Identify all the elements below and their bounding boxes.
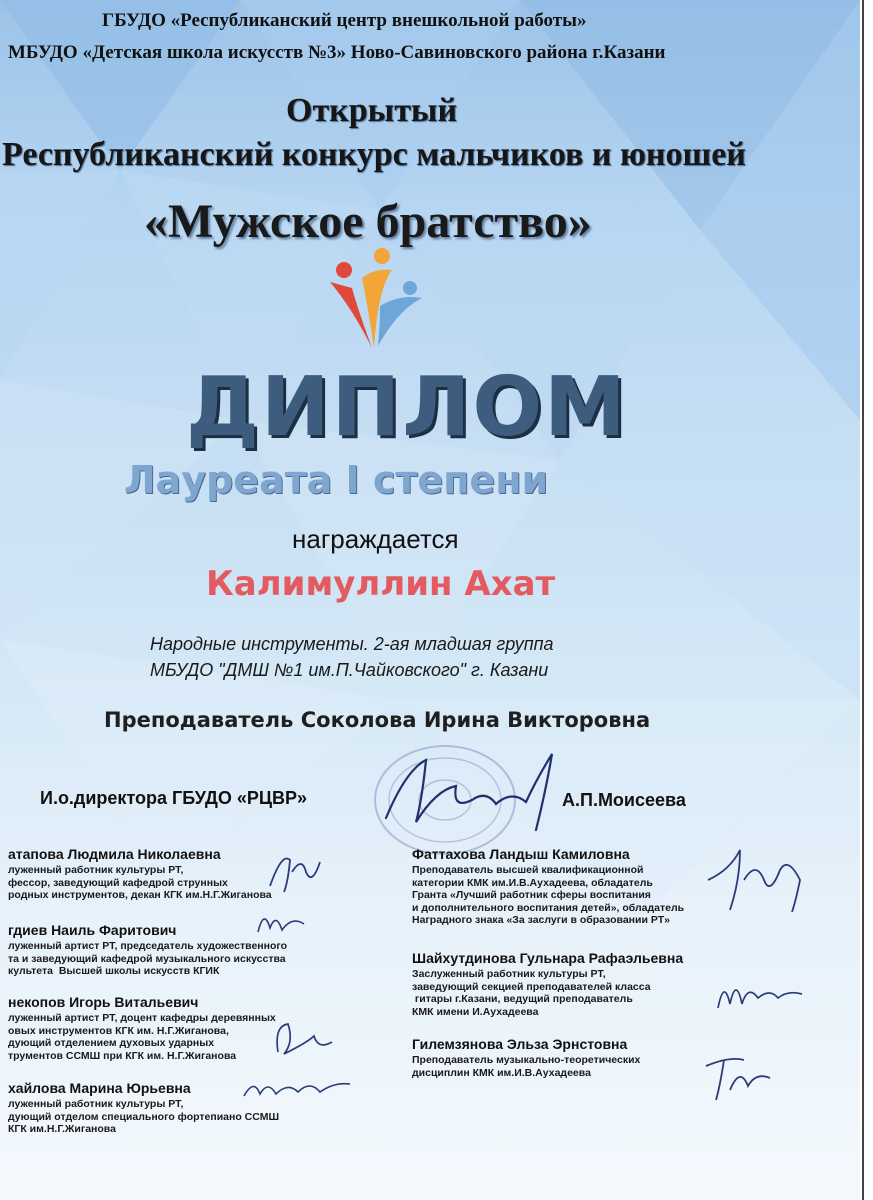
- jury-left-name-2: гдиев Наиль Фаритович: [8, 922, 177, 938]
- jury-left-desc-1: луженный работник культуры РТ, фессор, заведующий кафедрой струнных родных инструментов, декан КГК им.Н.Г.Жиганова: [8, 864, 272, 901]
- jury-left-desc-2: луженный артист РТ, председатель художественного та и заведующий кафедрой музыкального искусства культета Высшей школы искусств КГИК: [8, 940, 288, 977]
- jury-left-desc-4: луженный работник культуры РТ, дующий отделом специального фортепиано ССМШ КГК им.Н.Г.Жиганова: [8, 1098, 280, 1135]
- director-name: А.П.Моисеева: [562, 790, 686, 810]
- scan-edge: [862, 0, 864, 1200]
- header-host-school: МБУДО «Детская школа искусств №3» Ново-Савиновского района г.Казани: [8, 42, 666, 63]
- diploma-heading: ДИПЛОМ: [186, 360, 628, 455]
- contest-open-label: Открытый: [286, 92, 458, 129]
- jury-signature-2: [252, 902, 312, 942]
- school-line: МБУДО "ДМШ №1 им.П.Чайковского" г. Казани: [150, 660, 549, 680]
- jury-right-name-2: Шайхутдинова Гульнара Рафаэльевна: [412, 950, 684, 966]
- jury-signature-6: [708, 968, 808, 1018]
- contest-title: «Мужское братство»: [144, 195, 592, 248]
- awarded-label: награждается: [292, 524, 459, 554]
- laureate-degree: Лауреата I степени: [124, 458, 549, 502]
- jury-signature-3: [268, 1012, 338, 1062]
- jury-right-desc-3: Преподаватель музыкально-теоретических дисциплин КМК им.И.В.Аухадеева: [412, 1054, 641, 1079]
- contest-name: Республиканский конкурс мальчиков и юношей: [2, 136, 746, 173]
- jury-signature-5: [700, 840, 810, 920]
- jury-right-name-1: Фаттахова Ландыш Камиловна: [412, 846, 630, 862]
- director-title: И.о.директора ГБУДО «РЦВР»: [40, 788, 308, 808]
- jury-right-name-3: Гилемзянова Эльза Эрнстовна: [412, 1036, 628, 1052]
- jury-signature-1: [262, 842, 332, 902]
- winner-name: Калимуллин Ахат: [206, 564, 556, 604]
- contest-logo: [322, 248, 432, 358]
- category-line: Народные инструменты. 2-ая младшая группа: [150, 634, 554, 654]
- jury-right-desc-1: Преподаватель высшей квалификационной категории КМК им.И.В.Аухадеева, обладатель Гранта «Лучший работник сферы воспитания и дополнительного воспитания детей», обладатель Наградного знака «За заслуги в образовании РТ»: [412, 864, 685, 926]
- jury-signature-4: [238, 1070, 358, 1106]
- jury-left-name-4: хайлова Марина Юрьевна: [8, 1080, 191, 1096]
- header-organizer: ГБУДО «Республиканский центр внешкольной работы»: [102, 10, 587, 31]
- jury-left-name-1: атапова Людмила Николаевна: [8, 846, 221, 862]
- teacher-line: Преподаватель Соколова Ирина Викторовна: [104, 708, 651, 732]
- jury-left-desc-3: луженный артист РТ, доцент кафедры деревянных овых инструментов КГК им. Н.Г.Жиганова, дующий отделением духовых ударных трументов ССМШ при КГК им. Н.Г.Жиганова: [8, 1012, 276, 1062]
- jury-right-desc-2: Заслуженный работник культуры РТ, заведующий секцией преподавателей класса гитары г.Казани, ведущий преподаватель КМК имени И.Аухадеева: [412, 968, 651, 1018]
- jury-left-name-3: некопов Игорь Витальевич: [8, 994, 199, 1010]
- director-signature: [376, 740, 576, 840]
- jury-signature-7: [700, 1046, 780, 1106]
